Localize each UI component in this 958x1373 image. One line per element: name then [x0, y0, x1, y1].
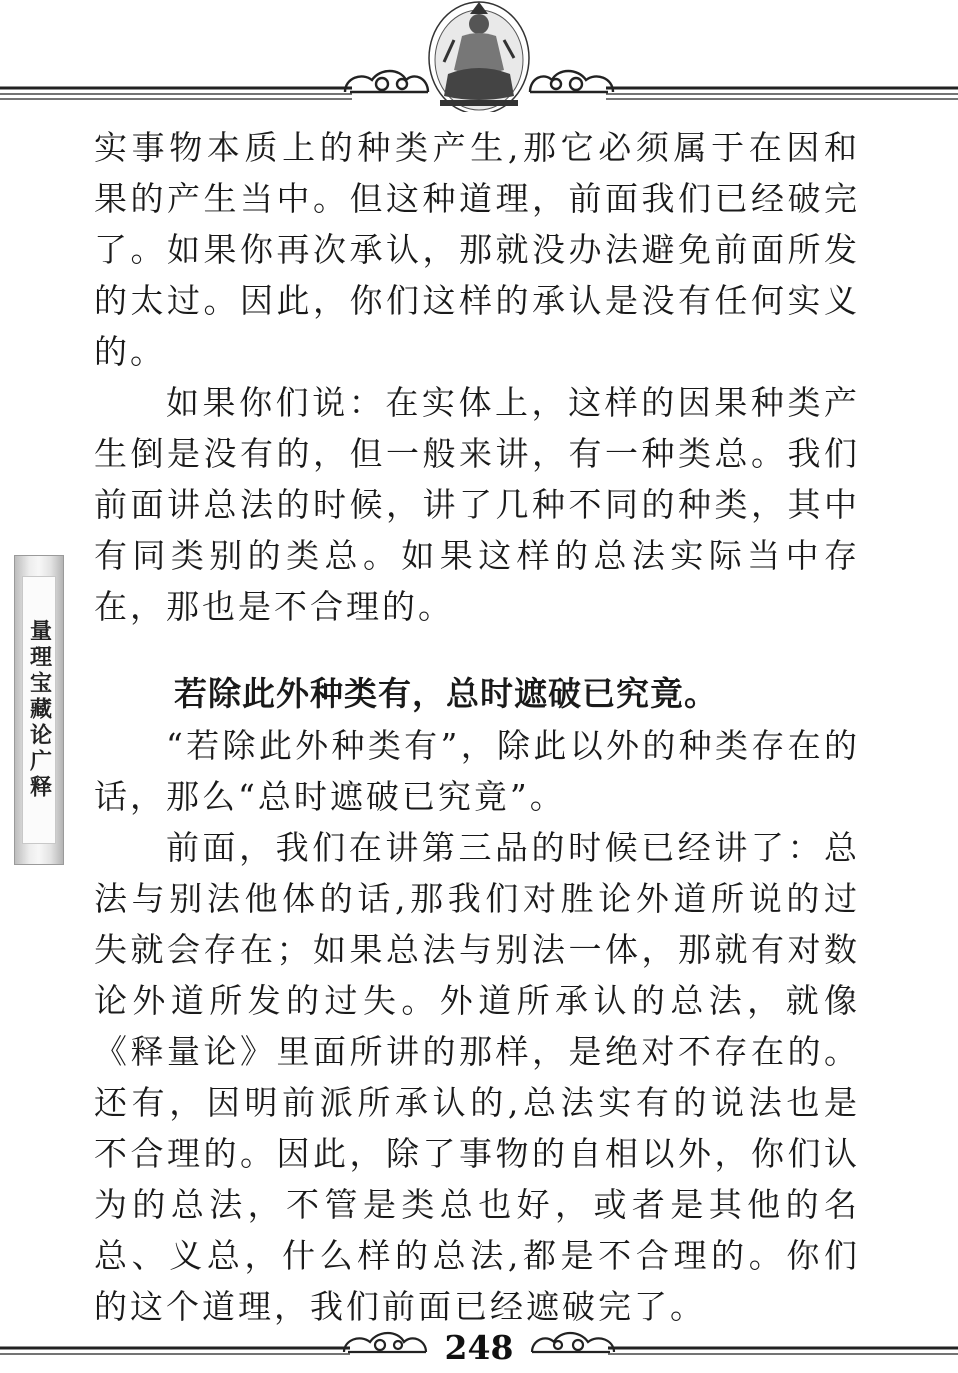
side-tab — [14, 555, 64, 865]
root-verse: 若除此外种类有，总时遮破已究竟。 — [174, 674, 718, 713]
section-gap — [94, 632, 860, 668]
paragraph-4: 前面，我们在讲第三品的时候已经讲了：总法与别法他体的话,那我们对胜论外道所说的过失就会存在；如果总法与别法一体，那就有对数论外道所发的过失。外道所承认的总法，就像《释量论》里面所讲的那样，是绝对不存在的。还有，因明前派所承认的,总法实有的说法也是不合理的。因此，除了事物的自相以外，你们认为的总法，不管是类总也好，或者是其他的名总、义总，什么样的总法,都是不合理的。你们的这个道理，我们前面已经遮破完了。 — [94, 828, 860, 1326]
paragraph-2: 如果你们说：在实体上，这样的因果种类产生倒是没有的，但一般来讲，有一种类总。我们前面讲总法的时候，讲了几种不同的种类，其中有同类别的类总。如果这样的总法实际当中存在，那也是不合理的。 — [94, 383, 860, 626]
side-tab-frame — [22, 576, 56, 844]
cloud-ornament-left-icon — [345, 71, 428, 92]
header-border-svg — [0, 0, 958, 112]
paragraph-3: “若除此外种类有”，除此以外的种类存在的话，那么“总时遮破已究竟”。 — [94, 726, 860, 816]
page-number: 248 — [444, 1328, 514, 1367]
header-rule-right — [606, 88, 958, 99]
seated-deity-icon — [429, 2, 529, 112]
cloud-ornament-right-icon — [530, 71, 613, 92]
header-ornament — [0, 0, 958, 112]
side-tab-title: 量理宝藏论广释 — [26, 619, 52, 801]
header-rule-left — [0, 88, 352, 99]
paragraph-1: 实事物本质上的种类产生,那它必须属于在因和果的产生当中。但这种道理，前面我们已经破完了。如果你再次承认，那就没办法避免前面所发的太过。因此，你们这样的承认是没有任何实义的。 — [94, 128, 860, 371]
page-content — [94, 122, 860, 1332]
footer — [0, 1318, 958, 1369]
